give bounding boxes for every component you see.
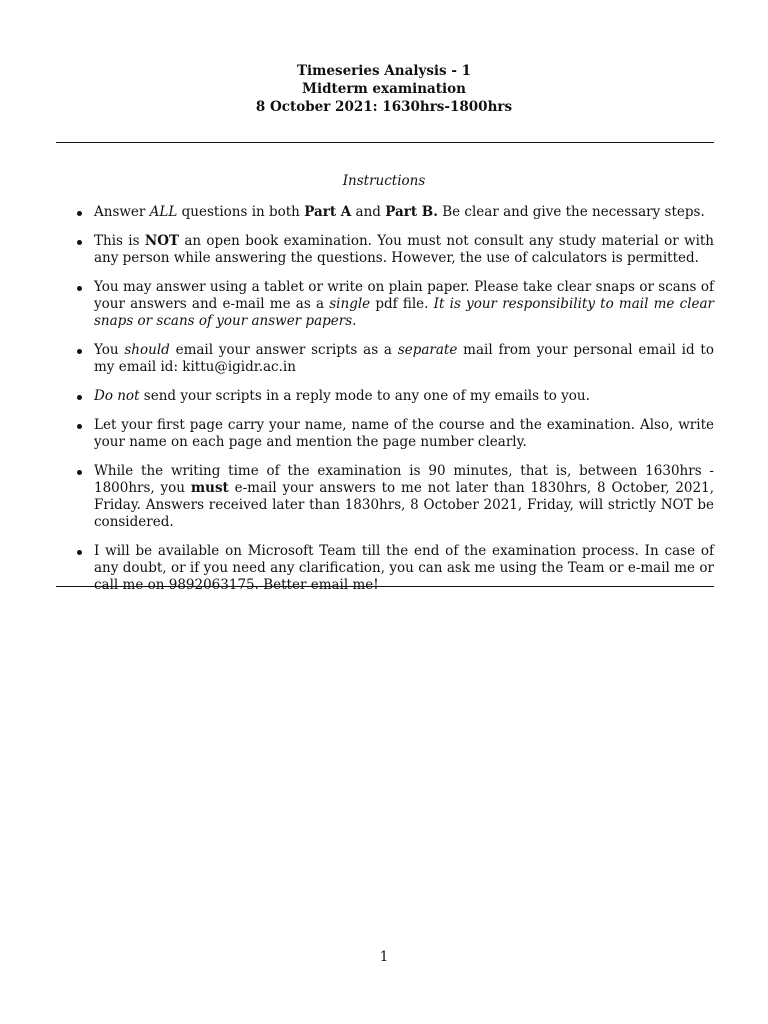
instruction-bold: must	[190, 480, 229, 496]
bullet-icon	[77, 349, 82, 354]
instruction-text: Let your first page carry your name, name of the course and the examination. Also, write your name on each page and mention the page number clearly.	[94, 417, 714, 450]
exam-type: Midterm examination	[302, 81, 466, 97]
instruction-text: This is	[94, 233, 145, 249]
instruction-emphasis: It is your responsibility to mail me clear snaps or scans of your answer papers.	[94, 296, 715, 329]
instruction-text: I will be available on Microsoft Team till the end of the examination process. In case of any doubt, or if you need any clarification, you can ask me using the Team or e-mail me or call me on 9892063175. Better email me!	[94, 543, 714, 593]
instruction-item	[56, 279, 714, 330]
instruction-text: Answer	[94, 204, 150, 220]
instructions-list	[56, 204, 714, 606]
top-divider	[56, 142, 714, 143]
instruction-emphasis: should	[124, 342, 170, 358]
instruction-text: Be clear and give the necessary steps.	[437, 204, 705, 220]
instruction-bold: Part B.	[385, 204, 438, 220]
instruction-text: an open book examination. You must not consult any study material or with any person while answering the questions. However, the use of calculators is permitted.	[94, 233, 714, 266]
instruction-text: email your answer scripts as a	[169, 342, 398, 358]
instruction-bold: Part A	[304, 204, 352, 220]
instruction-item	[56, 463, 714, 531]
instruction-bold: NOT	[144, 233, 180, 249]
bottom-divider	[56, 586, 714, 587]
instruction-item	[56, 342, 714, 376]
instruction-text: and	[351, 204, 386, 220]
instruction-item	[56, 233, 714, 267]
instruction-item	[56, 388, 714, 405]
course-title: Timeseries Analysis - 1	[296, 63, 472, 79]
exam-date-time: 8 October 2021: 1630hrs-1800hrs	[255, 99, 513, 115]
instruction-emphasis: Do not	[94, 388, 140, 404]
bullet-icon	[77, 395, 82, 400]
instruction-text: You may answer using a tablet or write on plain paper. Please take clear snaps or scans of your answers and e-mail me as a	[94, 279, 714, 312]
instruction-text: questions in both	[177, 204, 305, 220]
instruction-item	[56, 417, 714, 451]
instruction-text: send your scripts in a reply mode to any one of my emails to you.	[139, 388, 590, 404]
instruction-text: e-mail your answers to me not later than 1830hrs, 8 October, 2021, Friday. Answers received later than 1830hrs, 8 October 2021, Friday, will strictly NOT be considered.	[94, 480, 714, 530]
page-number: 1	[379, 949, 389, 965]
bullet-icon	[77, 286, 82, 291]
instructions-title: Instructions	[342, 173, 426, 189]
instruction-text: You	[94, 342, 125, 358]
bullet-icon	[77, 470, 82, 475]
instruction-emphasis: ALL	[149, 204, 178, 220]
bullet-icon	[77, 550, 82, 555]
instruction-item	[56, 204, 714, 221]
instruction-text: While the writing time of the examination is 90 minutes, that is, between 1630hrs - 1800hrs, you	[94, 463, 714, 496]
bullet-icon	[77, 211, 82, 216]
instruction-emphasis: single	[329, 296, 371, 312]
bullet-icon	[77, 240, 82, 245]
exam-header	[0, 62, 768, 116]
instruction-emphasis: separate	[397, 342, 458, 358]
instruction-text: pdf file.	[370, 296, 434, 312]
bullet-icon	[77, 424, 82, 429]
instruction-text: mail from your personal email id to my email id: kittu@igidr.ac.in	[94, 342, 714, 375]
